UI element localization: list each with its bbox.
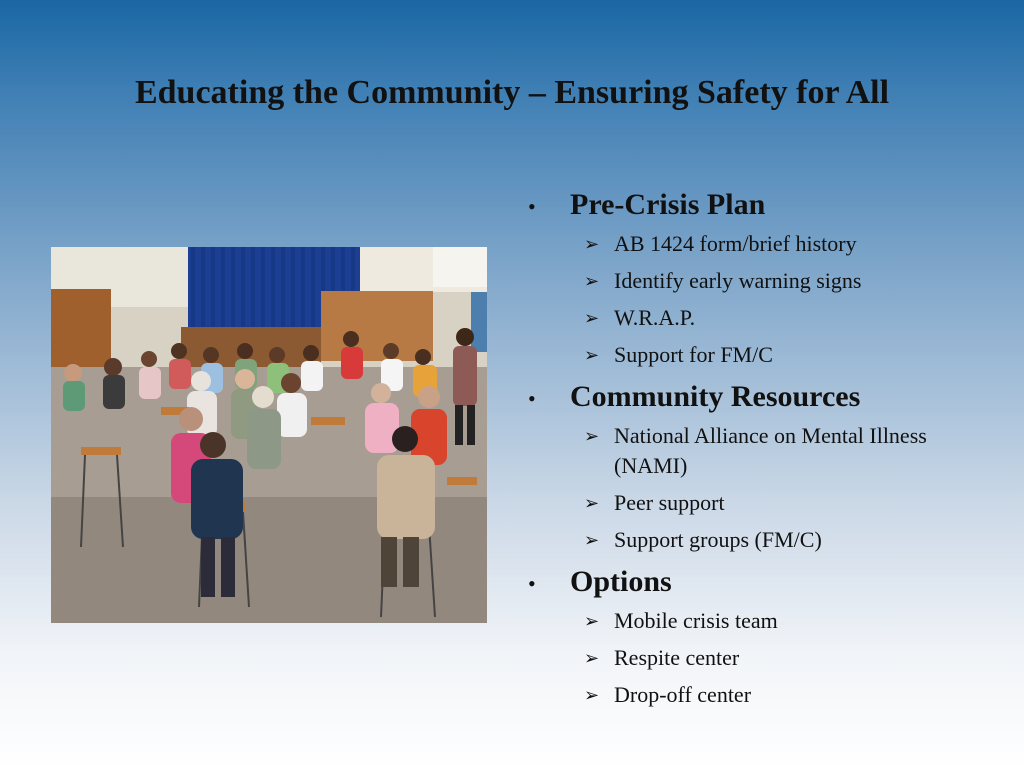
section-heading: Options <box>570 565 672 598</box>
sub-list <box>528 606 1008 710</box>
list-item-text: Respite center <box>614 645 740 670</box>
list-item-text: Drop-off center <box>614 682 752 707</box>
list-item-text: Peer support <box>614 490 725 515</box>
arrow-bullet-icon: ➢ <box>584 685 600 705</box>
list-item <box>528 340 1008 370</box>
list-item <box>528 303 1008 333</box>
arrow-bullet-icon: ➢ <box>584 271 600 291</box>
list-item <box>528 421 1008 481</box>
section-heading: Pre-Crisis Plan <box>570 188 766 221</box>
list-item <box>528 525 1008 555</box>
list-item <box>528 643 1008 673</box>
list-item <box>528 680 1008 710</box>
section-community-resources <box>528 377 1008 555</box>
arrow-bullet-icon: ➢ <box>584 426 600 446</box>
section-pre-crisis-plan <box>528 185 1008 370</box>
bullet-dot-icon: • <box>528 386 536 411</box>
list-item-text: National Alliance on Mental Illness (NAMI) <box>614 423 927 478</box>
list-item <box>528 229 1008 259</box>
community-meeting-photo <box>51 247 487 623</box>
list-item-text: Identify early warning signs <box>614 268 862 293</box>
sub-list <box>528 421 1008 555</box>
list-item <box>528 488 1008 518</box>
arrow-bullet-icon: ➢ <box>584 493 600 513</box>
arrow-bullet-icon: ➢ <box>584 530 600 550</box>
arrow-bullet-icon: ➢ <box>584 345 600 365</box>
list-item-text: AB 1424 form/brief history <box>614 231 857 256</box>
list-item-text: Support for FM/C <box>614 342 773 367</box>
bullet-dot-icon: • <box>528 194 536 219</box>
arrow-bullet-icon: ➢ <box>584 648 600 668</box>
arrow-bullet-icon: ➢ <box>584 234 600 254</box>
arrow-bullet-icon: ➢ <box>584 308 600 328</box>
slide-title: Educating the Community – Ensuring Safety for All <box>134 74 890 111</box>
arrow-bullet-icon: ➢ <box>584 611 600 631</box>
section-heading: Community Resources <box>570 380 861 413</box>
bullet-dot-icon: • <box>528 571 536 596</box>
list-item-text: Support groups (FM/C) <box>614 527 822 552</box>
list-item-text: Mobile crisis team <box>614 608 778 633</box>
list-item <box>528 266 1008 296</box>
bullet-content <box>528 185 1008 717</box>
list-item <box>528 606 1008 636</box>
sub-list <box>528 229 1008 370</box>
list-item-text: W.R.A.P. <box>614 305 696 330</box>
section-options <box>528 562 1008 710</box>
